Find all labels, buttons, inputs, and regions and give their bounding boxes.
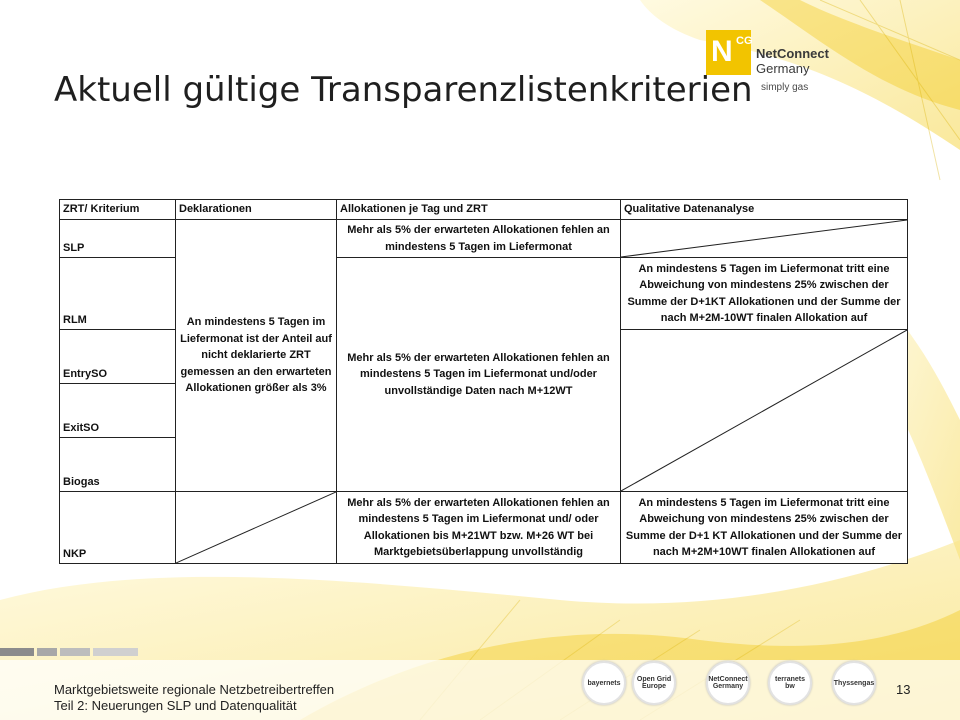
row-label-slp: SLP [60, 220, 176, 258]
partner-logo-open-grid-europe: Open Grid Europe [632, 661, 676, 705]
cell-alloc-nkp: Mehr als 5% der erwarteten Allokationen fehlen an mindestens 5 Tagen im Liefermonat und/ oder Allokationen bis M+21WT bzw. M+26 WT bei Marktgebietsüberlappung unvollständig [337, 492, 621, 564]
header-zrt: ZRT/ Kriterium [60, 200, 176, 220]
table-row [60, 220, 908, 258]
logo-letter: N [711, 35, 733, 68]
logo-mark [706, 30, 751, 75]
row-label-entryso: EntrySO [60, 330, 176, 384]
cell-qual-slp-empty [621, 220, 908, 258]
footer-event: Marktgebietsweite regionale Netzbetreibertreffen [54, 682, 335, 697]
diagonal-line [176, 492, 336, 563]
row-label-exitso: ExitSO [60, 384, 176, 438]
header-qualitative: Qualitative Datenanalyse [621, 200, 908, 220]
cell-qual-nkp: An mindestens 5 Tagen im Liefermonat tritt eine Abweichung von mindestens 25% zwischen der Summe der D+1 KT Allokationen und der Summe der nach M+2M+10WT finalen Allokationen auf [621, 492, 908, 564]
footer-stripes [0, 648, 140, 656]
logo-tagline: simply gas [761, 82, 809, 93]
table-header-row [60, 200, 908, 220]
criteria-table-wrapper [59, 199, 907, 563]
diagonal-line [621, 220, 907, 257]
cell-qual-so-empty [621, 330, 908, 492]
diagonal-line [621, 330, 907, 491]
row-label-nkp: NKP [60, 492, 176, 564]
cell-deklarationen: An mindestens 5 Tagen im Liefermonat ist der Anteil auf nicht deklarierte ZRT gemessen an den erwarteten Allokationen größer als 3% [176, 220, 337, 492]
page-number: 13 [896, 682, 911, 697]
cell-qual-rlm: An mindestens 5 Tagen im Liefermonat tritt eine Abweichung von mindestens 25% zwischen der Summe der D+1KT Allokationen und der Summe der nach M+2M-10WT finalen Allokation auf [621, 258, 908, 330]
footer-topic: Teil 2: Neuerungen SLP und Datenqualität [54, 698, 297, 713]
logo-name-line1: NetConnect [756, 46, 829, 61]
slide-title: Aktuell gültige Transparenzlistenkriterien [54, 70, 753, 110]
row-label-biogas: Biogas [60, 438, 176, 492]
cell-alloc-slp: Mehr als 5% der erwarteten Allokationen fehlen an mindestens 5 Tagen im Liefermonat [337, 220, 621, 258]
logo-name-line2: Germany [756, 61, 810, 76]
cell-dekl-nkp-empty [176, 492, 337, 564]
partner-logo-thyssengas: Thyssengas [832, 661, 876, 705]
logo-superscript: CG [736, 35, 753, 47]
header-allokationen: Allokationen je Tag und ZRT [337, 200, 621, 220]
row-label-rlm: RLM [60, 258, 176, 330]
partner-logo-bayernets: bayernets [582, 661, 626, 705]
table-row [60, 492, 908, 564]
header-deklarationen: Deklarationen [176, 200, 337, 220]
partner-logo-terranets: terranets bw [768, 661, 812, 705]
criteria-table [59, 199, 908, 564]
partner-logo-netconnect: NetConnect Germany [706, 661, 750, 705]
cell-alloc-main: Mehr als 5% der erwarteten Allokationen fehlen an mindestens 5 Tagen im Liefermonat und/oder unvollständige Daten nach M+12WT [337, 258, 621, 492]
